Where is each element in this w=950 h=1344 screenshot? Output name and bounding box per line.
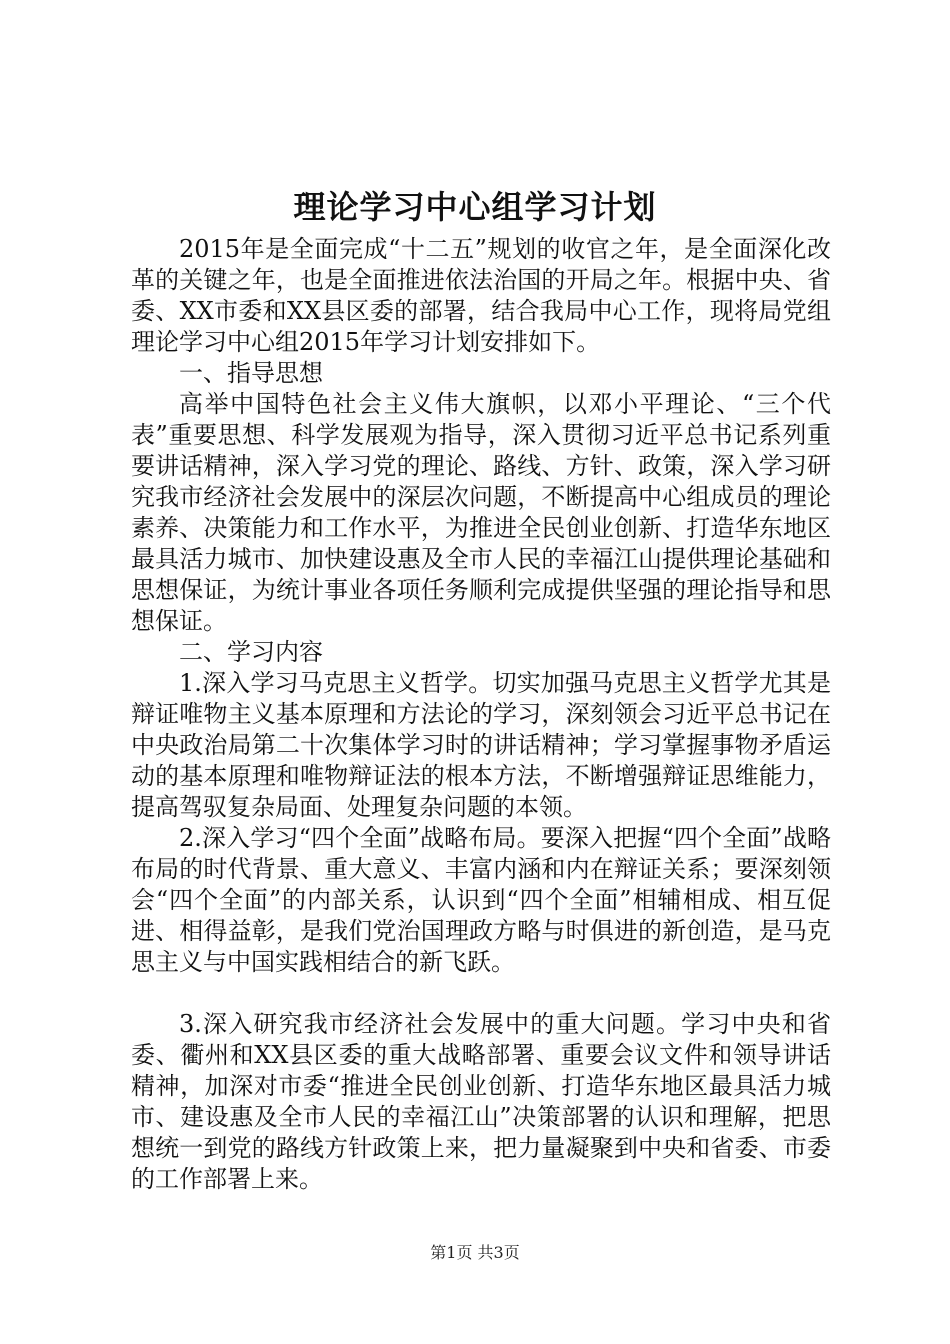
study-item-2: 2.深入学习“四个全面”战略布局。要深入把握“四个全面”战略布局的时代背景、重大意义、丰富内涵和内在辩证关系；要深刻领会“四个全面”的内部关系，认识到“四个全面”相辅相成、相互促进、相得益彰，是我们党治国理政方略与时俱进的新创造，是马克思主义与中国实践相结合的新飞跃。 [131, 824, 831, 976]
blank-line [131, 978, 831, 1009]
document-title: 理论学习中心组学习计划 [293, 188, 657, 226]
study-item-3: 3.深入研究我市经济社会发展中的重大问题。学习中央和省委、衢州和XX县区委的重大战略部署、重要会议文件和领导讲话精神，加深对市委“推进全民创业创新、打造华东地区最具活力城市、建设惠及全市人民的幸福江山”决策部署的认识和理解，把思想统一到党的路线方针政策上来，把力量凝聚到中央和省委、市委的工作部署上来。 [131, 1010, 831, 1193]
guiding-ideology-paragraph: 高举中国特色社会主义伟大旗帜，以邓小平理论、“三个代表”重要思想、科学发展观为指导，深入贯彻习近平总书记系列重要讲话精神，深入学习党的理论、路线、方针、政策，深入学习研究我市经济社会发展中的深层次问题，不断提高中心组成员的理论素养、决策能力和工作水平，为推进全民创业创新、打造华东地区最具活力城市、加快建设惠及全市人民的幸福江山提供理论基础和思想保证，为统计事业各项任务顺利完成提供坚强的理论指导和思想保证。 [131, 390, 831, 635]
document-body [131, 234, 831, 1195]
intro-paragraph: 2015年是全面完成“十二五”规划的收官之年，是全面深化改革的关键之年，也是全面推进依法治国的开局之年。根据中央、省委、XX市委和XX县区委的部署，结合我局中心工作，现将局党组理论学习中心组2015年学习计划安排如下。 [131, 235, 831, 356]
page-footer: 第1页 共3页 [430, 1243, 520, 1262]
section-heading-study-content: 二、学习内容 [179, 638, 323, 666]
study-item-1: 1.深入学习马克思主义哲学。切实加强马克思主义哲学尤其是辩证唯物主义基本原理和方法论的学习，深刻领会习近平总书记在中央政治局第二十次集体学习时的讲话精神；学习掌握事物矛盾运动的基本原理和唯物辩证法的根本方法，不断增强辩证思维能力，提高驾驭复杂局面、处理复杂问题的本领。 [131, 669, 831, 821]
section-heading-guiding-ideology: 一、指导思想 [179, 359, 323, 387]
